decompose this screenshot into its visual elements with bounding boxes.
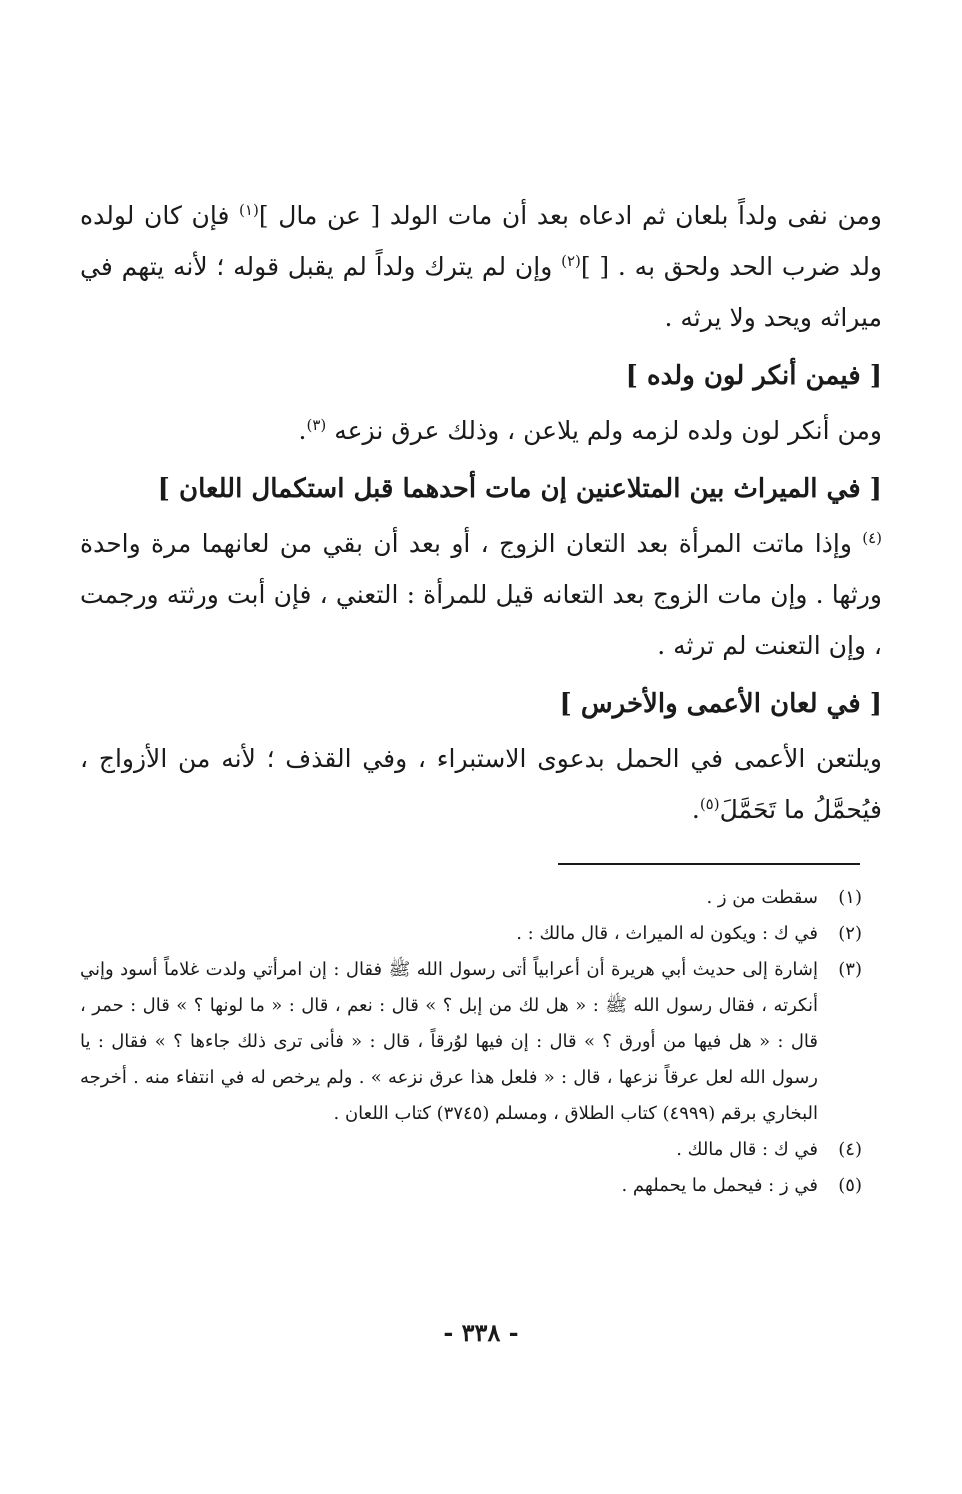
section-heading-2: [ في الميراث بين المتلاعنين إن مات أحدهما قبل استكمال اللعان ] [157, 474, 882, 504]
footnote-number: (٣) [838, 959, 862, 980]
footnote-ref-3: (٣) [306, 416, 327, 434]
footnote-1 [80, 880, 862, 916]
paragraph-2-part-b: . [298, 416, 307, 445]
footnote-text: إشارة إلى حديث أبي هريرة أن أعرابياً أتى رسول الله ﷺ فقال : إن امرأتي ولدت غلاماً أسود وإني أنكرته ، فقال رسول الله ﷺ : « هل لك من إبل ؟ » قال : نعم ، قال : « ما لونها ؟ » قال : حمر ، قال : « هل فيها من أورق ؟ » قال : إن فيها لوُرقاً ، قال : « فأنى ترى ذلك جاءها ؟ » فقال : يا رسول الله لعل عرقاً نزعها ، قال : « فلعل هذا عرق نزعه » . ولم يرخص له في انتفاء منه . أخرجه البخاري برقم (٤٩٩٩) كتاب الطلاق ، ومسلم (٣٧٤٥) كتاب اللعان . [80, 959, 818, 1124]
footnote-ref-4: (٤) [862, 529, 882, 547]
paragraph-2 [80, 405, 882, 456]
footnote-text: في ز : فيحمل ما يحملهم . [621, 1175, 818, 1196]
paragraph-1-part-b: فإن كان لولده ولد ضرب الحد ولحق به . [ ] [80, 201, 883, 281]
section-heading-3: [ في لعان الأعمى والأخرس ] [559, 689, 882, 719]
paragraph-2-part-a: ومن أنكر لون ولده لزمه ولم يلاعن ، وذلك عرق نزعه [326, 416, 882, 445]
main-text [80, 190, 882, 835]
footnote-text: في ك : ويكون له الميراث ، قال مالك : . [516, 923, 818, 944]
footnote-5 [80, 1168, 862, 1204]
footnote-number: (١) [838, 887, 862, 908]
footnotes [80, 880, 862, 1204]
footnote-number: (٢) [838, 923, 862, 944]
footnote-number: (٤) [838, 1139, 862, 1160]
footnote-number: (٥) [838, 1175, 862, 1196]
footnote-text: سقطت من ز . [706, 887, 818, 908]
footnote-3 [80, 952, 862, 1132]
paragraph-1 [80, 190, 882, 343]
paragraph-1-part-a: ومن نفى ولداً بلعان ثم ادعاه بعد أن مات الولد [ عن مال ] [258, 201, 882, 230]
paragraph-4-part-a: ويلتعن الأعمى في الحمل بدعوى الاستبراء ، وفي القذف ؛ لأنه من الأزواج ، فيُحمَّلُ ما تَحَمَّلَ [80, 744, 882, 824]
paragraph-4-part-b: . [691, 795, 700, 824]
page-number: - ٣٣٨ - [443, 1318, 519, 1347]
paragraph-3-text: وإذا ماتت المرأة بعد التعان الزوج ، أو بعد أن بقي من لعانهما مرة واحدة ورثها . وإن مات الزوج بعد التعانه قيل للمرأة : التعني ، فإن أبت ورثته ورجمت ، وإن التعنت لم ترثه . [80, 529, 882, 660]
footnote-2 [80, 916, 862, 952]
footnote-separator [558, 863, 860, 865]
paragraph-4 [80, 733, 882, 835]
footnote-ref-5: (٥) [699, 795, 720, 813]
paragraph-1-part-c: وإن لم يترك ولداً لم يقبل قوله ؛ لأنه يتهم في ميراثه ويحد ولا يرثه . [80, 252, 882, 332]
section-heading-1: [ فيمن أنكر لون ولده ] [625, 361, 882, 391]
footnote-text: في ك : قال مالك . [676, 1139, 818, 1160]
footnote-ref-2: (٢) [561, 252, 581, 270]
footnote-4 [80, 1132, 862, 1168]
footnote-ref-1: (١) [239, 201, 259, 219]
paragraph-3 [80, 518, 882, 671]
